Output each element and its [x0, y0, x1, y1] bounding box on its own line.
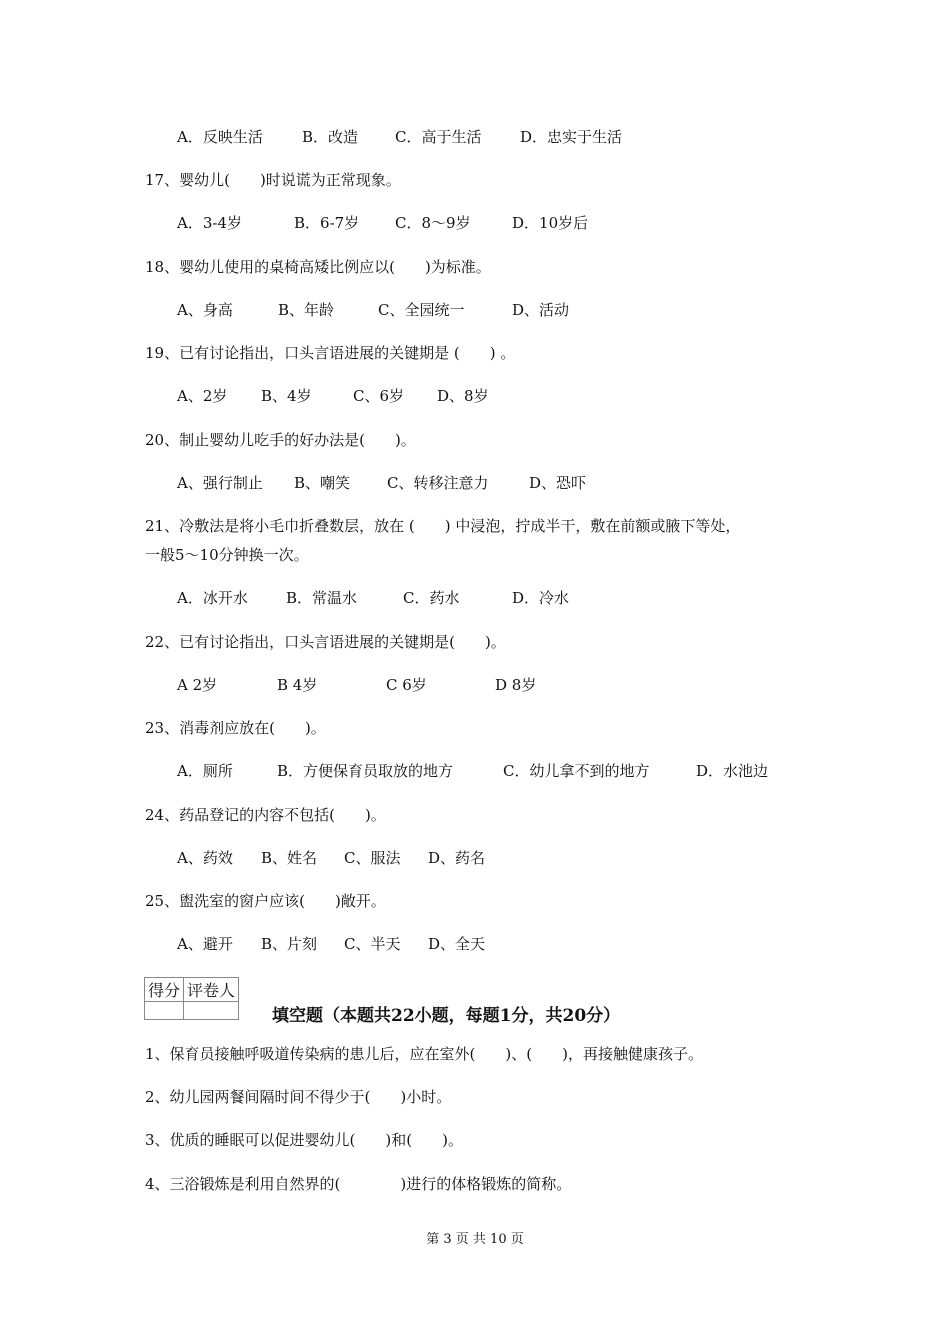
section-title: 填空题（本题共22小题，每题1分，共20分） [272, 1006, 621, 1026]
option-c: C．8～9岁 [395, 214, 471, 232]
option-d: D 8岁 [495, 676, 537, 694]
q18-stem: 18、婴幼儿使用的桌椅高矮比例应以( )为标准。 [145, 258, 491, 276]
option-b: B、嘲笑 [294, 474, 351, 492]
option-d: D．10岁后 [512, 214, 589, 232]
option-c: C、6岁 [353, 387, 405, 405]
option-a: A、2岁 [177, 387, 228, 405]
fill-blank-3: 3、优质的睡眠可以促进婴幼儿( )和( )。 [145, 1131, 463, 1149]
score-label: 得分 [145, 978, 184, 1002]
option-b: B．常温水 [286, 589, 358, 607]
option-d: D、8岁 [437, 387, 489, 405]
option-d: D、活动 [512, 301, 570, 319]
score-cell [145, 1002, 184, 1020]
q17-stem: 17、婴幼儿( )时说谎为正常现象。 [145, 171, 401, 189]
option-b: B、片刻 [261, 935, 318, 953]
option-a: A、强行制止 [177, 474, 263, 492]
option-d: D、恐吓 [529, 474, 587, 492]
option-a: A 2岁 [177, 676, 218, 694]
option-b: B．方便保育员取放的地方 [277, 762, 454, 780]
q20-stem: 20、制止婴幼儿吃手的好办法是( )。 [145, 431, 416, 449]
q22-stem: 22、已有讨论指出，口头言语进展的关键期是( )。 [145, 633, 506, 651]
option-a: A．厕所 [177, 762, 233, 780]
option-d: D．水池边 [696, 762, 769, 780]
option-d: D、全天 [428, 935, 486, 953]
option-b: B．改造 [302, 128, 359, 146]
option-a: A．反映生活 [177, 128, 263, 146]
option-c: C、服法 [344, 849, 401, 867]
q19-stem: 19、已有讨论指出，口头言语进展的关键期是 ( ) 。 [145, 344, 516, 362]
page-footer: 第 3 页 共 10 页 [426, 1232, 524, 1247]
option-c: C．药水 [403, 589, 460, 607]
fill-blank-1: 1、保育员接触呼吸道传染病的患儿后，应在室外( )、( )，再接触健康孩子。 [145, 1045, 703, 1063]
q24-stem: 24、药品登记的内容不包括( )。 [145, 806, 386, 824]
option-b: B、4岁 [261, 387, 312, 405]
q25-stem: 25、盥洗室的窗户应该( )敞开。 [145, 892, 386, 910]
option-b: B．6-7岁 [294, 214, 360, 232]
option-a: A．3-4岁 [177, 214, 242, 232]
option-c: C、全园统一 [378, 301, 465, 319]
grader-label: 评卷人 [184, 978, 239, 1002]
option-c: C．高于生活 [395, 128, 482, 146]
option-d: D．冷水 [512, 589, 570, 607]
option-c: C、半天 [344, 935, 401, 953]
option-b: B、姓名 [261, 849, 318, 867]
score-box [144, 977, 239, 1020]
option-c: C 6岁 [386, 676, 427, 694]
option-b: B、年龄 [278, 301, 335, 319]
option-a: A．冰开水 [177, 589, 248, 607]
q23-stem: 23、消毒剂应放在( )。 [145, 719, 326, 737]
option-c: C．幼儿拿不到的地方 [503, 762, 650, 780]
grader-cell [184, 1002, 239, 1020]
q21-stem: 21、冷敷法是将小毛巾折叠数层，放在 ( ) 中浸泡，拧成半干，敷在前额或腋下等处， [145, 517, 741, 535]
option-d: D、药名 [428, 849, 486, 867]
q21-stem-continued: 一般5～10分钟换一次。 [145, 546, 309, 564]
option-d: D．忠实于生活 [520, 128, 623, 146]
fill-blank-4: 4、三浴锻炼是利用自然界的( )进行的体格锻炼的简称。 [145, 1175, 572, 1193]
option-a: A、药效 [177, 849, 233, 867]
option-a: A、身高 [177, 301, 233, 319]
option-c: C、转移注意力 [387, 474, 489, 492]
fill-blank-2: 2、幼儿园两餐间隔时间不得少于( )小时。 [145, 1088, 452, 1106]
option-a: A、避开 [177, 935, 233, 953]
option-b: B 4岁 [277, 676, 318, 694]
